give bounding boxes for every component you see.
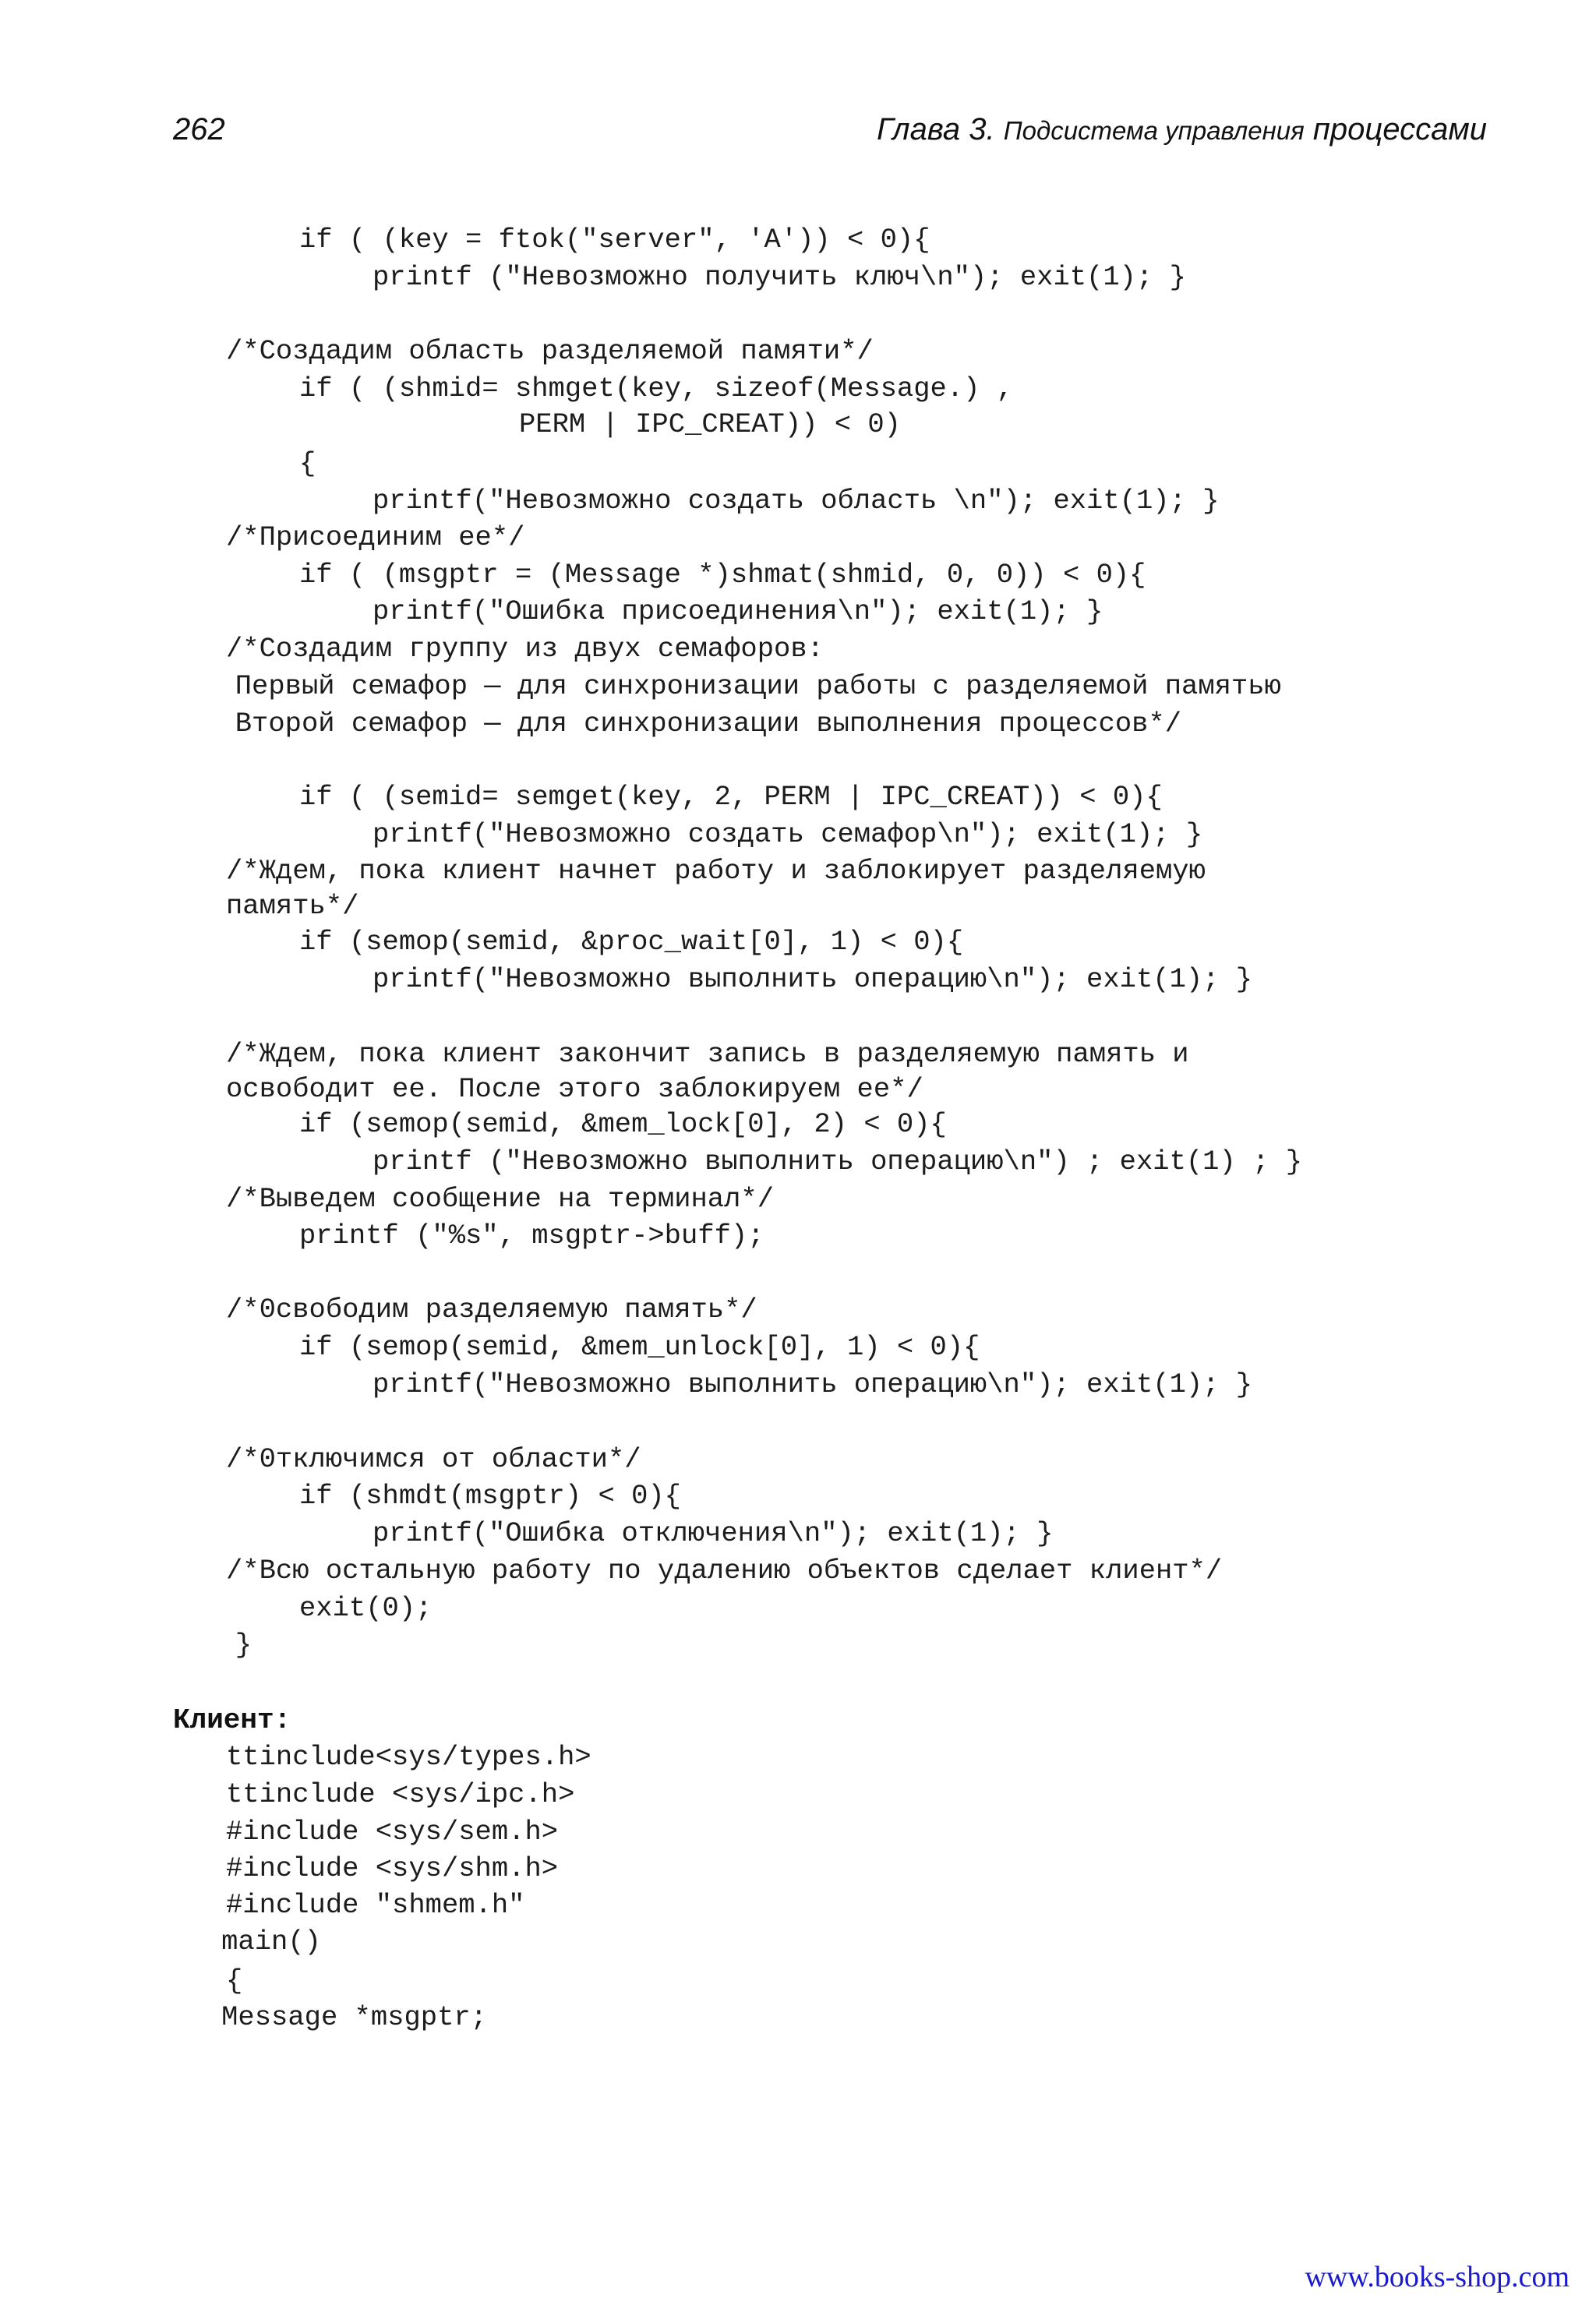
- chapter-title: [877, 112, 1487, 147]
- code-line: PERM | IPC_CREAT)) < 0): [519, 408, 901, 440]
- code-line: if ( (msgptr = (Message *)shmat(shmid, 0, 0)) < 0){: [299, 559, 1146, 591]
- code-line: if ( (shmid= shmget(key, sizeof(Message.) ,: [299, 372, 1014, 404]
- code-line: /*Присоединим ее*/: [226, 521, 525, 553]
- code-line: if (shmdt(msgptr) < 0){: [299, 1480, 681, 1512]
- code-line: main(): [221, 1926, 321, 1958]
- code-line: printf ("%s", msgptr->buff);: [299, 1220, 764, 1252]
- code-line: /*Создадим область разделяемой памяти*/: [226, 335, 874, 367]
- code-line: printf ("Невозможно получить ключ\n"); exit(1); }: [373, 261, 1186, 293]
- code-line: Первый семафор — для синхронизации работы с разделяемой памятью: [235, 670, 1281, 702]
- code-line: память*/: [226, 890, 359, 922]
- code-line: printf("Невозможно выполнить операцию\n"); exit(1); }: [373, 1368, 1253, 1400]
- code-line: ttinclude<sys/types.h>: [226, 1741, 591, 1773]
- code-line: if (semop(semid, &mem_unlock[0], 1) < 0){: [299, 1331, 980, 1363]
- code-line: /*0свободим разделяемую память*/: [226, 1294, 757, 1326]
- code-line: printf("Невозможно создать семафор\n"); exit(1); }: [373, 818, 1203, 850]
- code-line: /*Всю остальную работу по удалению объектов сделает клиент*/: [226, 1555, 1223, 1587]
- code-line: освободит ее. После этого заблокируем ее*/: [226, 1073, 923, 1105]
- code-line: if ( (key = ftok("server", 'A')) < 0){: [299, 224, 930, 256]
- code-line: exit(0);: [299, 1592, 433, 1624]
- code-line: Message *msgptr;: [221, 2001, 487, 2033]
- code-line: printf("Невозможно создать область \n"); exit(1); }: [373, 485, 1220, 517]
- code-line: {: [299, 447, 316, 479]
- code-line: if (semop(semid, &proc_wait[0], 1) < 0){: [299, 926, 964, 958]
- code-line: printf("Невозможно выполнить операцию\n"); exit(1); }: [373, 963, 1253, 995]
- client-heading: Клиент:: [173, 1704, 291, 1736]
- code-line: if ( (semid= semget(key, 2, PERM | IPC_CREAT)) < 0){: [299, 781, 1163, 813]
- footer-url[interactable]: www.books-shop.com: [1305, 2261, 1570, 2293]
- code-line: /*Выведем сообщение на терминал*/: [226, 1183, 775, 1215]
- code-line: printf ("Невозможно выполнить операцию\n") ; exit(1) ; }: [373, 1146, 1302, 1177]
- code-line: /*Ждем, пока клиент закончит запись в разделяемую память и: [226, 1038, 1189, 1070]
- code-line: printf("Ошибка отключения\n"); exit(1); }: [373, 1517, 1054, 1549]
- chapter-label: Глава 3.: [877, 112, 995, 147]
- code-line: #include "shmem.h": [226, 1889, 525, 1921]
- code-line: {: [226, 1965, 243, 1997]
- code-line: Второй семафор — для синхронизации выполнения процессов*/: [235, 708, 1182, 740]
- chapter-subtitle: Подсистема управления: [1003, 116, 1305, 145]
- code-line: /*Создадим группу из двух семафоров:: [226, 633, 824, 665]
- code-line: /*0тключимся от области*/: [226, 1443, 641, 1475]
- code-line: printf("Ошибка присоединения\n"); exit(1); }: [373, 595, 1103, 627]
- chapter-tail: процессами: [1312, 112, 1487, 147]
- code-line: /*Ждем, пока клиент начнет работу и заблокирует разделяемую: [226, 855, 1206, 887]
- code-line: #include <sys/sem.h>: [226, 1816, 559, 1848]
- page-header: [0, 109, 1596, 164]
- code-line: #include <sys/shm.h>: [226, 1852, 559, 1884]
- code-line: if (semop(semid, &mem_lock[0], 2) < 0){: [299, 1108, 947, 1140]
- code-line: }: [235, 1629, 252, 1661]
- code-line: ttinclude <sys/ipc.h>: [226, 1778, 575, 1810]
- page-number: 262: [173, 112, 225, 147]
